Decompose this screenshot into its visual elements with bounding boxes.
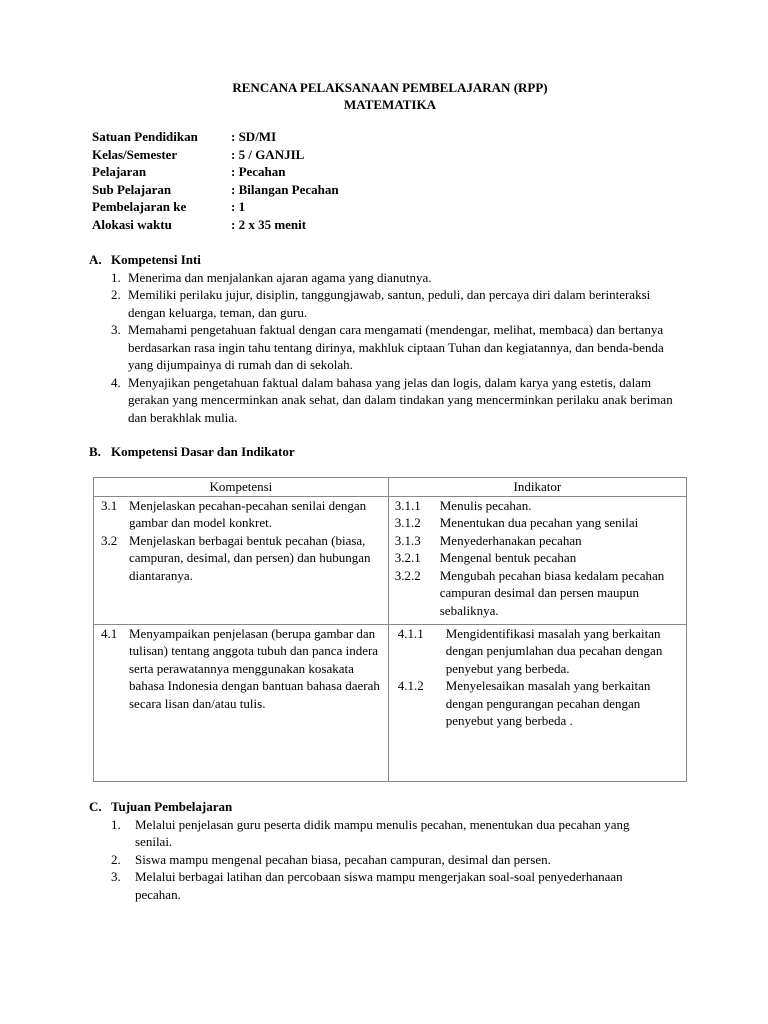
item-number: 4. (111, 374, 121, 390)
indikator-cell (388, 624, 686, 781)
kompetensi-cell (94, 624, 389, 781)
kompetensi-inti-list (111, 269, 688, 427)
item-text: Menyajikan pengetahuan faktual dalam bahasa yang jelas dan logis, dalam karya yang estetis, dalam gerakan yang mencerminkan anak sehat, dan dalam tindakan yang mencerminkan perilaku anak beriman dan berakhlak mulia. (128, 374, 673, 425)
indikator-code: 3.2.1 (394, 550, 421, 565)
kompetensi-item (94, 497, 388, 532)
indikator-text: Menentukan dua pecahan yang senilai (439, 515, 639, 530)
list-item (111, 269, 688, 287)
kompetensi-code: 4.1 (101, 625, 118, 641)
indikator-text: Mengubah pecahan biasa kedalam pecahan campuran desimal dan persen maupun sebaliknya. (439, 567, 665, 618)
list-item (111, 868, 655, 903)
item-number: 1. (111, 269, 121, 285)
section-title: Tujuan Pembelajaran (111, 799, 233, 814)
indikator-item (389, 549, 686, 567)
document-title (0, 79, 768, 113)
list-item (111, 816, 655, 851)
section-title: Kompetensi Dasar dan Indikator (111, 444, 295, 459)
section-kompetensi-dasar (89, 443, 295, 461)
section-heading (89, 443, 295, 461)
kompetensi-item (94, 625, 388, 713)
section-letter: A. (89, 252, 102, 267)
section-kompetensi-inti (89, 251, 688, 426)
identity-row (92, 181, 339, 199)
identity-value: : Pecahan (231, 164, 286, 179)
identity-label: Sub Pelajaran (92, 181, 172, 197)
indikator-item (389, 497, 686, 515)
item-number: 2. (111, 287, 121, 302)
item-text: Melalui penjelasan guru peserta didik mampu menulis pecahan, menentukan dua pecahan yang senilai. (135, 816, 630, 849)
section-heading (89, 798, 655, 816)
indikator-item (389, 567, 686, 620)
list-item (111, 374, 688, 427)
identity-label: Pelajaran (92, 164, 147, 179)
identity-label: Kelas/Semester (92, 146, 178, 162)
table-header-row (94, 478, 687, 497)
indikator-code: 4.1.2 (397, 678, 424, 693)
item-text: Menerima dan menjalankan ajaran agama yang dianutnya. (128, 269, 432, 285)
identity-row (92, 163, 339, 181)
indikator-text: Mengenal bentuk pecahan (439, 550, 577, 565)
kompetensi-item (94, 532, 388, 585)
identity-row (92, 128, 339, 146)
tujuan-list (111, 816, 655, 904)
kompetensi-code: 3.1 (101, 497, 118, 513)
list-item (111, 321, 688, 374)
item-text: Memahami pengetahuan faktual dengan cara mengamati (mendengar, melihat, membaca) dan bertanya berdasarkan rasa ingin tahu tentang dirinya, makhluk ciptaan Tuhan dan kegiatannya, dan benda-benda yang dijumpainya di rumah dan di sekolah. (128, 322, 664, 372)
title-line-2: MATEMATIKA (344, 97, 436, 112)
indikator-code: 4.1.1 (397, 625, 424, 641)
indikator-code: 3.1.1 (394, 497, 421, 513)
item-number: 2. (111, 851, 121, 867)
item-number: 1. (111, 816, 121, 832)
section-title: Kompetensi Inti (111, 252, 201, 267)
table-row (94, 496, 687, 624)
section-heading (89, 251, 688, 269)
section-letter: B. (89, 444, 101, 459)
indikator-item (389, 514, 686, 532)
identity-label: Satuan Pendidikan (92, 129, 198, 144)
identity-value: : SD/MI (231, 129, 277, 144)
kompetensi-text: Menjelaskan pecahan-pecahan senilai dengan gambar dan model konkret. (129, 497, 367, 530)
item-number: 3. (111, 322, 121, 337)
indikator-text: Menulis pecahan. (439, 497, 532, 513)
identity-value: : 5 / GANJIL (231, 146, 305, 162)
table-row (94, 624, 687, 781)
indikator-code: 3.2.2 (394, 567, 421, 583)
indikator-text: Menyelesaikan masalah yang berkaitan dengan pengurangan pecahan dengan penyebut yang berbeda . (445, 678, 651, 728)
kompetensi-code: 3.2 (101, 532, 118, 548)
indikator-code: 3.1.2 (394, 515, 421, 530)
header-kompetensi: Kompetensi (94, 478, 389, 497)
item-text: Memiliki perilaku jujur, disiplin, tanggungjawab, santun, peduli, dan percaya diri dalam berinteraksi dengan keluarga, teman, dan guru. (128, 287, 651, 320)
identity-value: : 1 (231, 199, 246, 214)
kompetensi-indikator-table (93, 477, 687, 782)
kompetensi-text: Menjelaskan berbagai bentuk pecahan (biasa, campuran, desimal, dan persen) dan hubungan diantaranya. (129, 532, 371, 583)
header-indikator: Indikator (388, 478, 686, 497)
kompetensi-cell (94, 496, 389, 624)
list-item (111, 851, 655, 869)
indikator-text: Mengidentifikasi masalah yang berkaitan dengan penjumlahan dua pecahan dengan penyebut yang berbeda. (445, 625, 663, 676)
identity-row (92, 216, 339, 234)
identity-label: Pembelajaran ke (92, 199, 187, 214)
indikator-item (389, 677, 686, 730)
indikator-cell (388, 496, 686, 624)
list-item (111, 286, 688, 321)
identity-value: : 2 x 35 menit (231, 216, 307, 232)
section-letter: C. (89, 799, 102, 814)
identity-value: : Bilangan Pecahan (231, 181, 339, 197)
indikator-item (389, 625, 686, 678)
indikator-code: 3.1.3 (394, 532, 421, 548)
identity-row (92, 146, 339, 164)
item-text: Melalui berbagai latihan dan percobaan siswa mampu mengerjakan soal-soal penyederhanaan pecahan. (135, 869, 623, 902)
title-line-1: RENCANA PELAKSANAAN PEMBELAJARAN (RPP) (232, 80, 548, 95)
section-tujuan-pembelajaran (89, 798, 655, 903)
identity-label: Alokasi waktu (92, 216, 172, 232)
item-text: Siswa mampu mengenal pecahan biasa, pecahan campuran, desimal dan persen. (135, 851, 551, 867)
identity-block (92, 128, 339, 233)
indikator-item (389, 532, 686, 550)
identity-row (92, 198, 339, 216)
item-number: 3. (111, 869, 121, 884)
indikator-text: Menyederhanakan pecahan (439, 532, 582, 548)
kompetensi-text: Menyampaikan penjelasan (berupa gambar dan tulisan) tentang anggota tubuh dan panca indera serta perawatannya menggunakan kosakata bahasa Indonesia dengan bantuan bahasa daerah secara lisan dan/atau tulis. (129, 625, 380, 711)
